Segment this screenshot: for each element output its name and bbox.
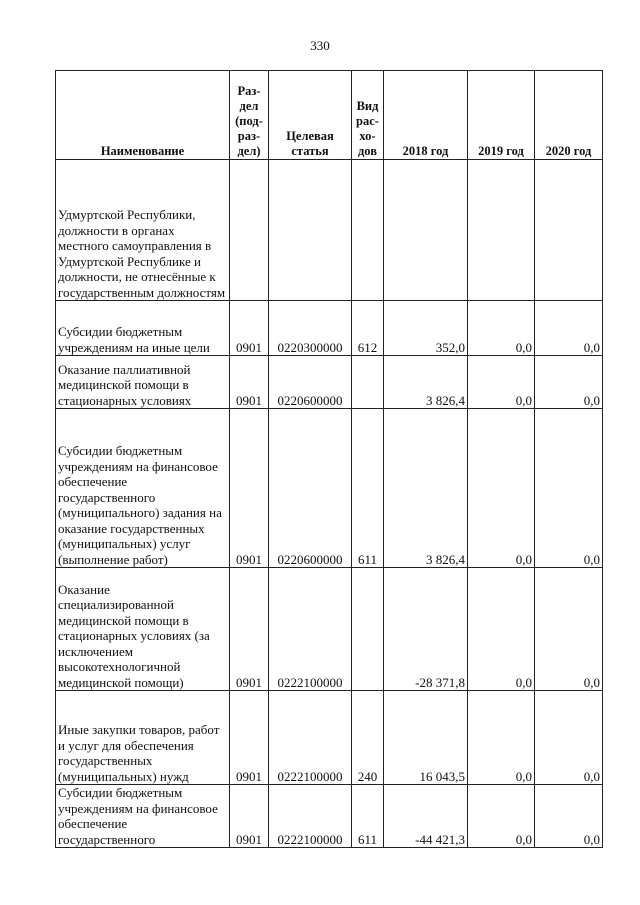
header-kind <box>352 71 384 160</box>
header-section-line: дел) <box>237 144 261 158</box>
cell-article: 0222100000 <box>269 691 352 785</box>
cell-article <box>269 160 352 301</box>
cell-kind: 611 <box>352 409 384 568</box>
cell-2019 <box>468 160 535 301</box>
cell-name: Иные закупки товаров, работ и услуг для обеспечения государственных (муниципальных) нужд <box>56 691 230 785</box>
header-name: Наименование <box>56 71 230 160</box>
cell-2020: 0,0 <box>535 691 603 785</box>
cell-2019: 0,0 <box>468 301 535 356</box>
table-row <box>56 568 603 691</box>
table-row <box>56 409 603 568</box>
header-row <box>56 71 603 160</box>
cell-name: Субсидии бюджетным учреждениям на финансовое обеспечение государственного <box>56 785 230 848</box>
header-article <box>269 71 352 160</box>
cell-article: 0220600000 <box>269 409 352 568</box>
header-kind-line: дов <box>357 144 377 158</box>
cell-article: 0222100000 <box>269 785 352 848</box>
cell-article: 0222100000 <box>269 568 352 691</box>
cell-2018: 3 826,4 <box>384 409 468 568</box>
cell-article: 0220600000 <box>269 356 352 409</box>
cell-2018: 3 826,4 <box>384 356 468 409</box>
cell-section: 0901 <box>230 568 269 691</box>
cell-section <box>230 160 269 301</box>
header-2018: 2018 год <box>384 71 468 160</box>
header-section-line: дел <box>239 99 259 113</box>
cell-2019: 0,0 <box>468 691 535 785</box>
cell-kind <box>352 568 384 691</box>
cell-2019: 0,0 <box>468 785 535 848</box>
cell-kind: 612 <box>352 301 384 356</box>
cell-2018: -44 421,3 <box>384 785 468 848</box>
cell-kind <box>352 356 384 409</box>
cell-section: 0901 <box>230 691 269 785</box>
cell-2020: 0,0 <box>535 409 603 568</box>
cell-2019: 0,0 <box>468 356 535 409</box>
cell-section: 0901 <box>230 785 269 848</box>
header-article-line: Целевая <box>286 129 334 143</box>
cell-section: 0901 <box>230 409 269 568</box>
table-row <box>56 160 603 301</box>
cell-name: Удмуртской Республики, должности в органах местного самоуправления в Удмуртской Республике и должности, не отнесённые к государственным должностям <box>56 160 230 301</box>
table-row <box>56 785 603 848</box>
cell-name: Оказание паллиативной медицинской помощи в стационарных условиях <box>56 356 230 409</box>
cell-2019: 0,0 <box>468 409 535 568</box>
cell-section: 0901 <box>230 356 269 409</box>
header-section-line: Раз- <box>237 84 261 98</box>
header-2020: 2020 год <box>535 71 603 160</box>
header-kind-line: хо- <box>359 129 376 143</box>
table-row <box>56 356 603 409</box>
cell-kind: 240 <box>352 691 384 785</box>
cell-2018 <box>384 160 468 301</box>
header-kind-line: Вид <box>356 99 379 113</box>
cell-name: Оказание специализированной медицинской помощи в стационарных условиях (за исключением высокотехнологичной медицинской помощи) <box>56 568 230 691</box>
cell-2020 <box>535 160 603 301</box>
header-section-line: (под- <box>235 114 263 128</box>
table-row <box>56 301 603 356</box>
header-article-line: статья <box>291 144 329 158</box>
cell-article: 0220300000 <box>269 301 352 356</box>
cell-2020: 0,0 <box>535 568 603 691</box>
cell-2019: 0,0 <box>468 568 535 691</box>
table-row <box>56 691 603 785</box>
cell-2018: -28 371,8 <box>384 568 468 691</box>
header-section <box>230 71 269 160</box>
page-number: 330 <box>310 38 330 53</box>
cell-section: 0901 <box>230 301 269 356</box>
cell-name: Субсидии бюджетным учреждениям на финансовое обеспечение государственного (муниципального) задания на оказание государственных (муниципальных) услуг (выполнение работ) <box>56 409 230 568</box>
cell-kind: 611 <box>352 785 384 848</box>
cell-name: Субсидии бюджетным учреждениям на иные цели <box>56 301 230 356</box>
header-kind-line: рас- <box>356 114 379 128</box>
budget-table <box>55 70 603 848</box>
cell-2020: 0,0 <box>535 356 603 409</box>
cell-kind <box>352 160 384 301</box>
cell-2018: 16 043,5 <box>384 691 468 785</box>
header-2019: 2019 год <box>468 71 535 160</box>
header-section-line: раз- <box>237 129 261 143</box>
cell-2020: 0,0 <box>535 785 603 848</box>
cell-2018: 352,0 <box>384 301 468 356</box>
cell-2020: 0,0 <box>535 301 603 356</box>
